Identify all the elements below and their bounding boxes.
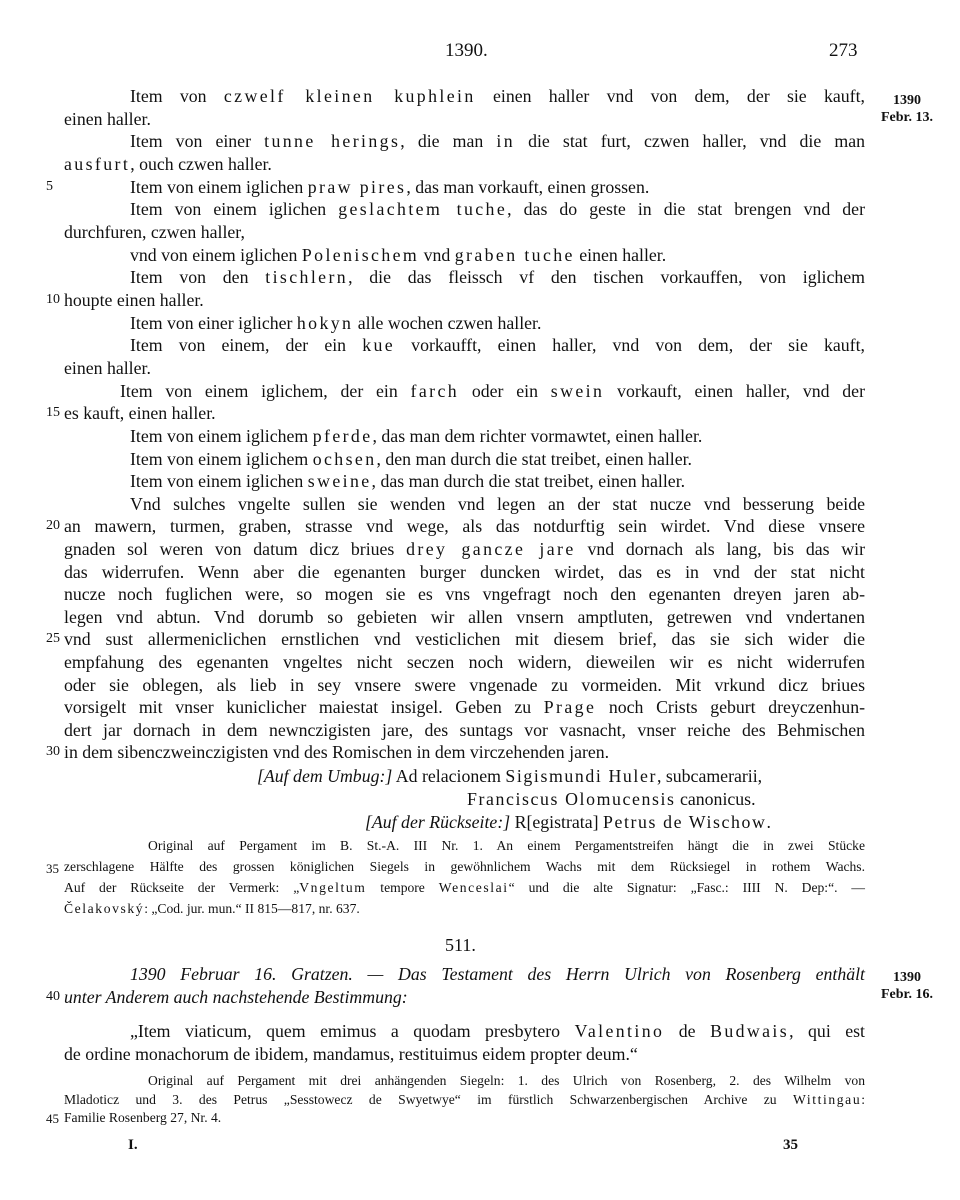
margin-date: 1390 Febr. 13. bbox=[881, 93, 933, 125]
signature-line: Franciscus Olomucensis canonicus. bbox=[467, 789, 756, 809]
text-line: Item von einer tunne herings, die man in die stat furt, czwen haller, vnd die man bbox=[130, 131, 865, 151]
margin-date: 1390 Febr. 16. bbox=[881, 970, 933, 1002]
note-line: Auf der Rückseite der Vermerk: „Vngeltum tempore Wenceslai“ und die alte Signatur: „Fasc.: IIII N. Dep:“. — bbox=[64, 880, 865, 895]
line-number: 15 bbox=[46, 405, 60, 420]
quote-line: de ordine monachorum de ibidem, mandamus, restituimus eidem propter deum.“ bbox=[64, 1044, 638, 1064]
text-line: Item von czwelf kleinen kuphlein einen haller vnd von dem, der sie kauft, bbox=[130, 86, 865, 106]
document-number: 511. bbox=[445, 935, 476, 955]
text-line: legen vnd abtun. Vnd dorumb so gebieten wir allen vnsern amptluten, getrewen vnd vndertanen bbox=[64, 607, 865, 627]
regest-line: 1390 Februar 16. Gratzen. — Das Testament des Herrn Ulrich von Rosenberg enthält bbox=[130, 964, 865, 984]
header-year: 1390. bbox=[445, 40, 488, 61]
text-line: vnd sust allermeniclichen ernstlichen vnd vesticlichen mit diesem brief, das sie sich wider die bbox=[64, 629, 865, 649]
text-line: in dem sibenczweinczigisten vnd des Romischen in dem virczehenden jaren. bbox=[64, 742, 610, 762]
text-line: oder sie oblegen, als lieb in sey vnsere swere vngenade zu vormeiden. Mit vrkund dicz briues bbox=[64, 675, 865, 695]
text-line: nucze noch fuglichen were, so mogen sie es vns vngefragt noch den egenanten dreyen jaren ab- bbox=[64, 584, 865, 604]
text-line: houpte einen haller. bbox=[64, 290, 204, 310]
text-line: empfahung des egenanten vngeltes nicht seczen noch widern, dieweilen wir es nicht widerrufen bbox=[64, 652, 865, 672]
line-number: 20 bbox=[46, 518, 60, 533]
text-line: vnd von einem iglichen Polenischem vnd graben tuche einen haller. bbox=[130, 245, 667, 265]
text-line: ausfurt, ouch czwen haller. bbox=[64, 154, 272, 174]
signature-line: [Auf dem Umbug:] Ad relacionem Sigismundi Huler, subcamerarii, bbox=[257, 766, 763, 786]
text-line: Item von einem iglichen geslachtem tuche, das do geste in die stat brengen vnd der bbox=[130, 199, 865, 219]
note-line: Mladoticz und 3. des Petrus „Sesstowecz de Swyetwye“ im fürstlich Schwarzenbergischen Archive zu Wittingau: bbox=[64, 1092, 865, 1107]
page-number: 273 bbox=[829, 40, 858, 61]
text-line: Item von einem iglichen praw pires, das man vorkauft, einen grossen. bbox=[130, 177, 650, 197]
text-line: durchfuren, czwen haller, bbox=[64, 222, 245, 242]
text-line: es kauft, einen haller. bbox=[64, 403, 216, 423]
line-number: 10 bbox=[46, 292, 60, 307]
text-line: das widerrufen. Wenn aber die egenanten burger duncken wirdet, das es in vnd der stat nicht bbox=[64, 562, 865, 582]
text-line: Item von einem iglichem pferde, das man dem richter vormawtet, einen haller. bbox=[130, 426, 703, 446]
line-number: 25 bbox=[46, 631, 60, 646]
line-number: 30 bbox=[46, 744, 60, 759]
text-line: Vnd sulches vngelte sullen sie wenden vnd legen an der stat nucze vnd besserung beide bbox=[130, 494, 865, 514]
text-line: vorsigelt mit vnser kuniclicher maiestat insigel. Geben zu Prage noch Crists geburt dreyczenhun- bbox=[64, 697, 866, 717]
note-line: Čelakovský: „Cod. jur. mun.“ II 815—817, nr. 637. bbox=[64, 901, 360, 916]
text-line: einen haller. bbox=[64, 109, 151, 129]
text-line: Item von einer iglicher hokyn alle wochen czwen haller. bbox=[130, 313, 542, 333]
text-line: einen haller. bbox=[64, 358, 151, 378]
text-line: Item von den tischlern, die das fleissch vf den tischen vorkauffen, von iglichem bbox=[130, 267, 865, 287]
note-line: Familie Rosenberg 27, Nr. 4. bbox=[64, 1110, 222, 1125]
text-line: Item von einem iglichem ochsen, den man durch die stat treibet, einen haller. bbox=[130, 449, 692, 469]
text-line: gnaden sol weren von datum dicz briues drey gancze jare vnd dornach als lang, bis das wir bbox=[64, 539, 866, 559]
sheet-number: 35 bbox=[783, 1137, 798, 1153]
line-number: 45 bbox=[46, 1111, 59, 1126]
note-line: Original auf Pergament mit drei anhängenden Siegeln: 1. des Ulrich von Rosenberg, 2. des Wilhelm von bbox=[148, 1073, 865, 1088]
text-line: an mawern, turmen, graben, strasse vnd wege, als das notdurftig sein wirdet. Vnd diese vnsere bbox=[64, 516, 865, 536]
note-line: Original auf Pergament im B. St.-A. III Nr. 1. An einem Pergamentstreifen hängt die in zwei Stücke bbox=[148, 838, 865, 853]
note-line: zerschlagene Hälfte des grossen königlichen Siegels in gewöhnlichem Wachs mit dem Rücksiegel in rothem Wachs. bbox=[64, 859, 865, 874]
signature-mark: I. bbox=[128, 1137, 138, 1153]
line-number: 35 bbox=[46, 861, 59, 876]
text-line: Item von einem iglichem, der ein farch oder ein swein vorkauft, einen haller, vnd der bbox=[120, 381, 865, 401]
signature-line: [Auf der Rückseite:] R[egistrata] Petrus de Wischow. bbox=[365, 812, 771, 832]
line-number: 40 bbox=[46, 989, 60, 1004]
text-line: dert jar dornach in dem newnczigisten jare, des suntags vor vasnacht, vnser reiche des Behmischen bbox=[64, 720, 865, 740]
text-line: Item von einem iglichen sweine, das man durch die stat treibet, einen haller. bbox=[130, 471, 686, 491]
line-number: 5 bbox=[46, 179, 53, 194]
text-line: Item von einem, der ein kue vorkaufft, einen haller, vnd von dem, der sie kauft, bbox=[130, 335, 865, 355]
regest-line: unter Anderem auch nachstehende Bestimmung: bbox=[64, 987, 408, 1007]
quote-line: „Item viaticum, quem emimus a quodam presbytero Valentino de Budwais, qui est bbox=[130, 1021, 865, 1041]
